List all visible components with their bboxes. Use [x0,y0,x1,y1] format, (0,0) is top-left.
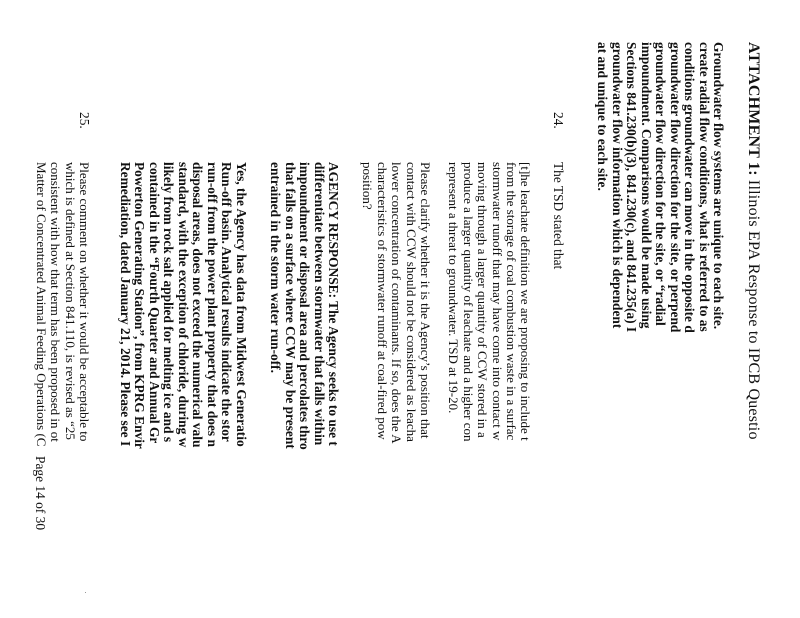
page-number: Page 14 of 30 [33,456,48,531]
question-item-24 [117,42,565,618]
heading-label: ATTACHMENT 1: [745,42,762,176]
agency-response-24: AGENCY RESPONSE: The Agency seeks to use t differentiate between stormwater that falls within impoundment or disposal area and percolates thro that falls on a surface where CCW may be present entrained in the storm water run-off. [268,162,342,450]
document-heading [746,42,761,618]
item-24-title: The TSD stated that [551,162,566,270]
item-24-quote: [t]he leachate definition we are proposing to include t from the storage of coal combustion waste in a surfac stormwater runoff that may have come into contact w moving through a larger quantity of CCW stored in a produce a larger quantity of leachate and a higher con represent a threat to groundwater. TSD at 19-20. [446,162,534,442]
item-25-question: Please comment on whether it would be acceptable to which is defined at Section 841.110, is revised as “25 consistent with how that term has been proposed in ot Matter of Concentrated Animal Feeding Operations (C [33,162,93,447]
question-item-25 [33,42,91,618]
item-number-25: 25. [77,112,93,129]
document-body [15,42,760,618]
item-24-question: Please clarify whether it is the Agency’s position that contact with CCW should not be considered as leacha lower concentration of contaminants. If so, does the A characteristics of stormwater runoff at coal-fired pow position? [360,162,434,444]
intro-paragraph: Groundwater flow systems are unique to each site. create radial flow conditions, what is referred to as conditions groundwater can move in the opposite d groundwater flow direction for the site, or perpend groundwater flow direction for the site, or “radial impoundment. Comparisons would be made using Sections 841.230(b)(3), 841.230(c), and 841.235(a) I groundwater flow information which is dependent at and unique to each site. [595,42,727,333]
heading-title: Illinois EPA Response to IPCB Questio [745,179,762,440]
agency-answer-24: Yes, the Agency has data from Midwest Generatio Run-off basin. Analytical results indicate the stor run-off from the power plant property that does n disposal areas, does not exceed the numerical valu standard, with the exception of chloride, during w likely from rock salt applied for melting ice and s contained in the “Fourth Quarter and Annual Gr Powerton Generating Station”, from KPRG Envir Remediation, dated January 21, 2014. Please see I [117,162,249,449]
item-number-24: 24. [551,112,566,129]
